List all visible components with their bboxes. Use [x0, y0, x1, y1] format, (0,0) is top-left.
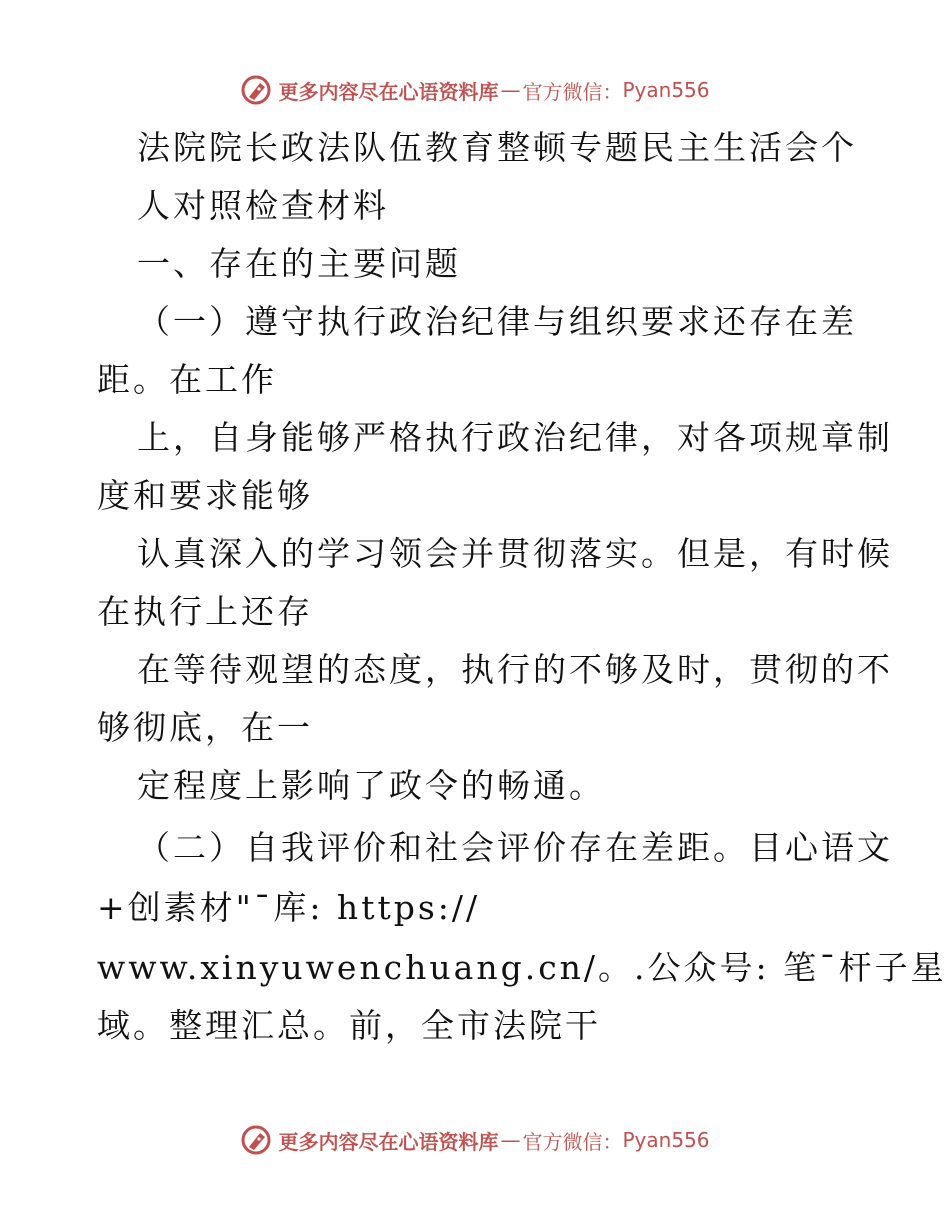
paragraph-line: 度和要求能够: [97, 476, 313, 515]
watermark-dash: —: [500, 1128, 521, 1152]
document-title-line-1: 法院院长政法队伍教育整顿专题民主生活会个: [137, 128, 857, 167]
paragraph-line: 在等待观望的态度，执行的不够及时，贯彻的不: [137, 650, 893, 689]
footer-watermark: [0, 1120, 950, 1160]
watermark-dash: —: [500, 78, 521, 102]
paragraph-line: 上，自身能够严格执行政治纪律，对各项规章制: [137, 418, 893, 457]
paragraph-line: 认真深入的学习领会并贯彻落实。但是，有时候: [137, 534, 893, 573]
paragraph-line: +创素材"¯库: https://: [97, 888, 481, 927]
paragraph-line: （一）遵守执行政治纪律与组织要求还存在差: [137, 302, 857, 341]
watermark-wechat-id: Pyan556: [622, 1128, 710, 1152]
paragraph-line: 域。整理汇总。前，全市法院干: [97, 1006, 601, 1045]
paragraph-line: www.xinyuwenchuang.cn/。.公众号: 笔¯杆子星: [97, 948, 947, 987]
watermark-brand: 更多内容尽在心语资料库: [278, 1129, 499, 1154]
paragraph-line: 距。在工作: [97, 360, 277, 399]
paragraph-line: 定程度上影响了政令的畅通。: [137, 766, 605, 805]
watermark-brand: 更多内容尽在心语资料库: [278, 79, 499, 104]
pen-nib-logo-icon: [240, 74, 272, 106]
document-title-line-2: 人对照检查材料: [137, 186, 389, 225]
paragraph-line: 够彻底，在一: [97, 708, 313, 747]
paragraph-line: 在执行上还存: [97, 592, 313, 631]
watermark-wechat-label: 官方微信：: [522, 1129, 623, 1154]
pen-nib-logo-icon: [240, 1124, 272, 1156]
header-watermark: [0, 70, 950, 110]
watermark-wechat-label: 官方微信：: [522, 79, 623, 104]
watermark-wechat-id: Pyan556: [622, 78, 710, 102]
section-heading: 一、存在的主要问题: [137, 244, 461, 283]
paragraph-line: （二）自我评价和社会评价存在差距。目心语文: [137, 828, 893, 867]
